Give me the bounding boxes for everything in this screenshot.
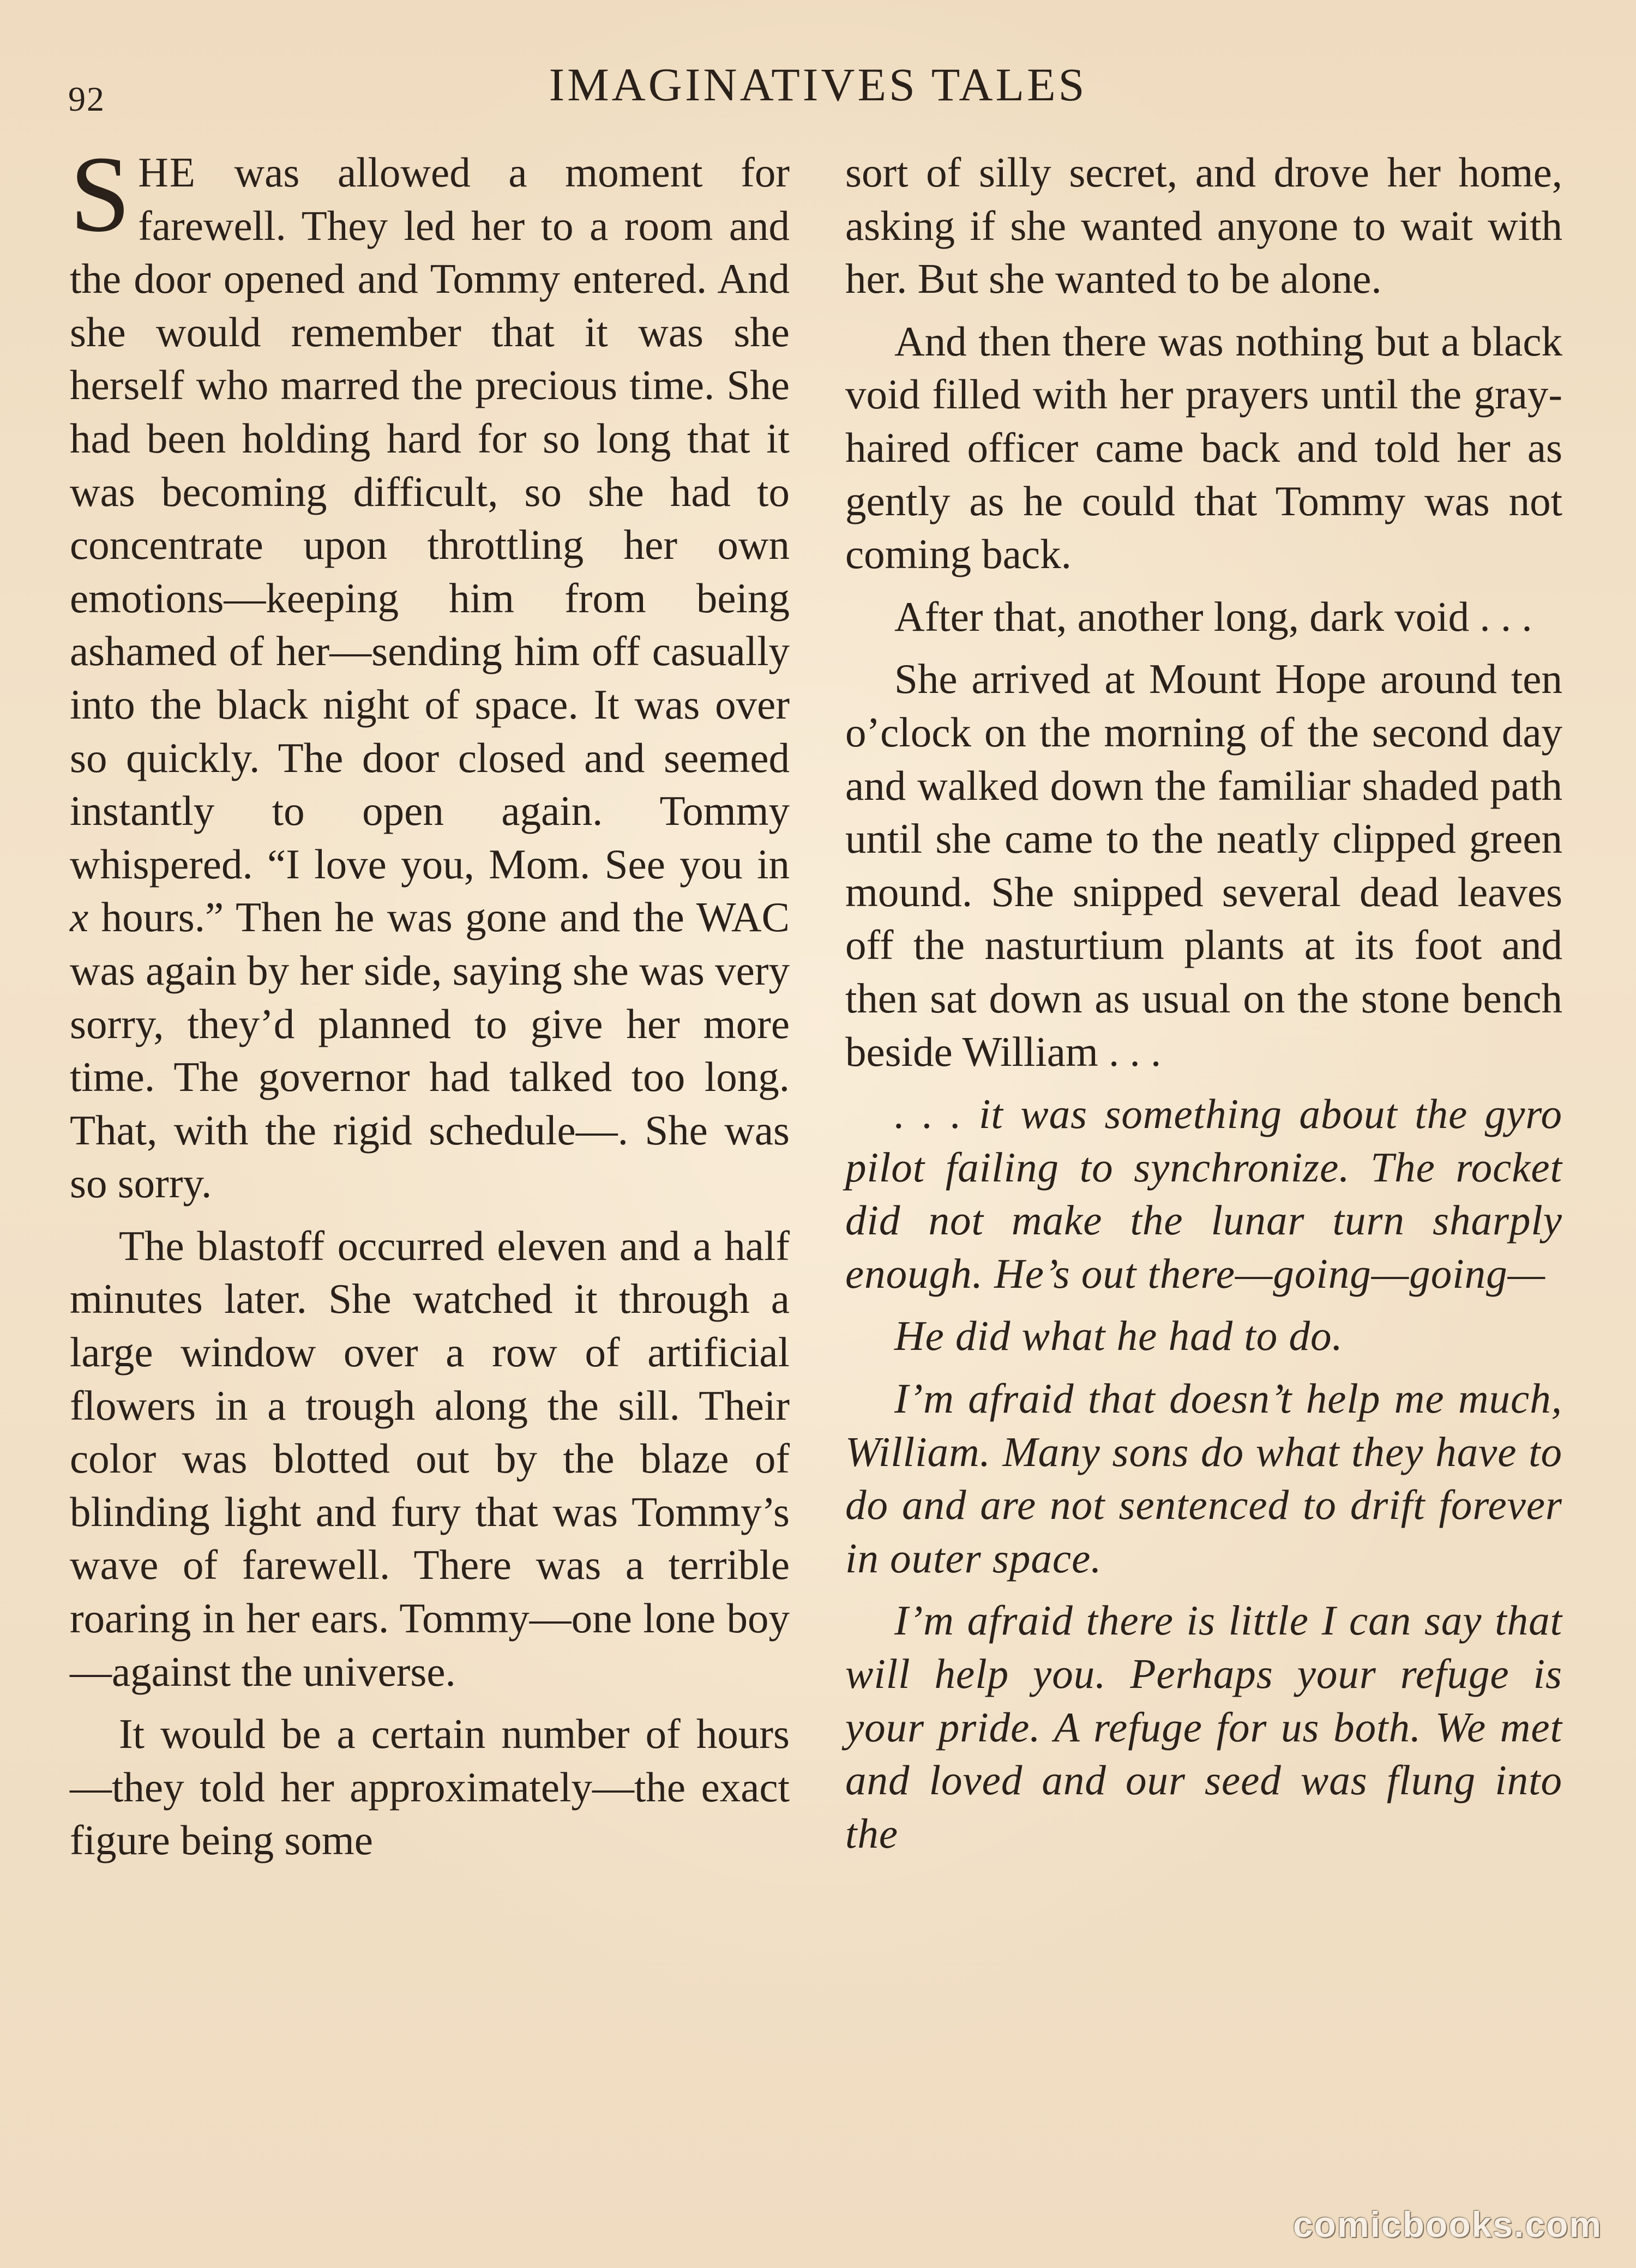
- paragraph: sort of silly secret, and drove her home, asking if she wanted anyone to wait with her. But she wanted to be alone.: [845, 149, 1562, 303]
- italic-paragraph: I’m afraid there is little I can say that will help you. Perhaps your refuge is your pride. A refuge for us both. We met and loved and our seed was flung into the: [845, 1597, 1562, 1857]
- drop-cap: S: [70, 134, 131, 255]
- paragraph: After that, another long, dark void . . .: [894, 593, 1532, 640]
- page-number: 92: [68, 80, 105, 118]
- italic-paragraph: . . . it was something about the gyro pilot failing to synchronize. The rocket did not make the lunar turn sharply enough. He’s out there—going—going—: [845, 1090, 1562, 1297]
- paragraph: [70, 134, 790, 1210]
- page-header: [68, 57, 1568, 117]
- first-word: HE: [138, 149, 196, 196]
- paragraph: And then there was nothing but a black void filled with her prayers until the gray-haired officer came back and told her as gently as he could that Tommy was not coming back.: [845, 317, 1562, 578]
- paragraph-text: was allowed a moment for farewell. They led her to a room and the door opened and Tommy entered. And she would remember that it was she herself who marred the precious time. She had been holding hard for so long that it was becoming difficult, so she had to concentrate upon throttling her own emotions—keeping him from being ashamed of her—sending him off casually into the black night of space. It was over so quickly. The door closed and seemed instantly to open again. Tommy whispered. “I love you, Mom. See you in: [70, 149, 790, 888]
- italic-paragraph: He did what he had to do.: [894, 1312, 1343, 1360]
- italic-paragraph: I’m afraid that doesn’t help me much, William. Many sons do what they have to do and are not sentenced to drift forever in outer space.: [845, 1375, 1562, 1582]
- paragraph-text-end: hours.” Then he was gone and the WAC was again by her side, saying she was very sorry, they’d planned to give her more time. The governor had talked too long. That, with the rigid schedule—. She was so sorry.: [70, 894, 790, 1207]
- watermark: comicbooks.com: [1292, 2204, 1602, 2245]
- right-column: [845, 146, 1562, 1869]
- left-column: [70, 134, 790, 1877]
- paragraph: She arrived at Mount Hope around ten o’clock on the morning of the second day and walked down the familiar shaded path until she came to the neatly clipped green mound. She snipped several dead leaves off the nasturtium plants at its foot and then sat down as usual on the stone bench beside William . . .: [845, 655, 1562, 1075]
- italic-variable: x: [70, 894, 89, 941]
- running-head: IMAGINATIVES TALES: [549, 58, 1087, 111]
- paragraph: It would be a certain number of hours—they told her approximately—the exact figure being some: [70, 1710, 790, 1864]
- paragraph: The blastoff occurred eleven and a half minutes later. She watched it through a large window over a row of artificial flowers in a trough along the sill. Their color was blotted out by the blaze of blinding light and fury that was Tommy’s wave of farewell. There was a terrible roaring in her ears. Tommy—one lone boy—against the universe.: [70, 1222, 790, 1695]
